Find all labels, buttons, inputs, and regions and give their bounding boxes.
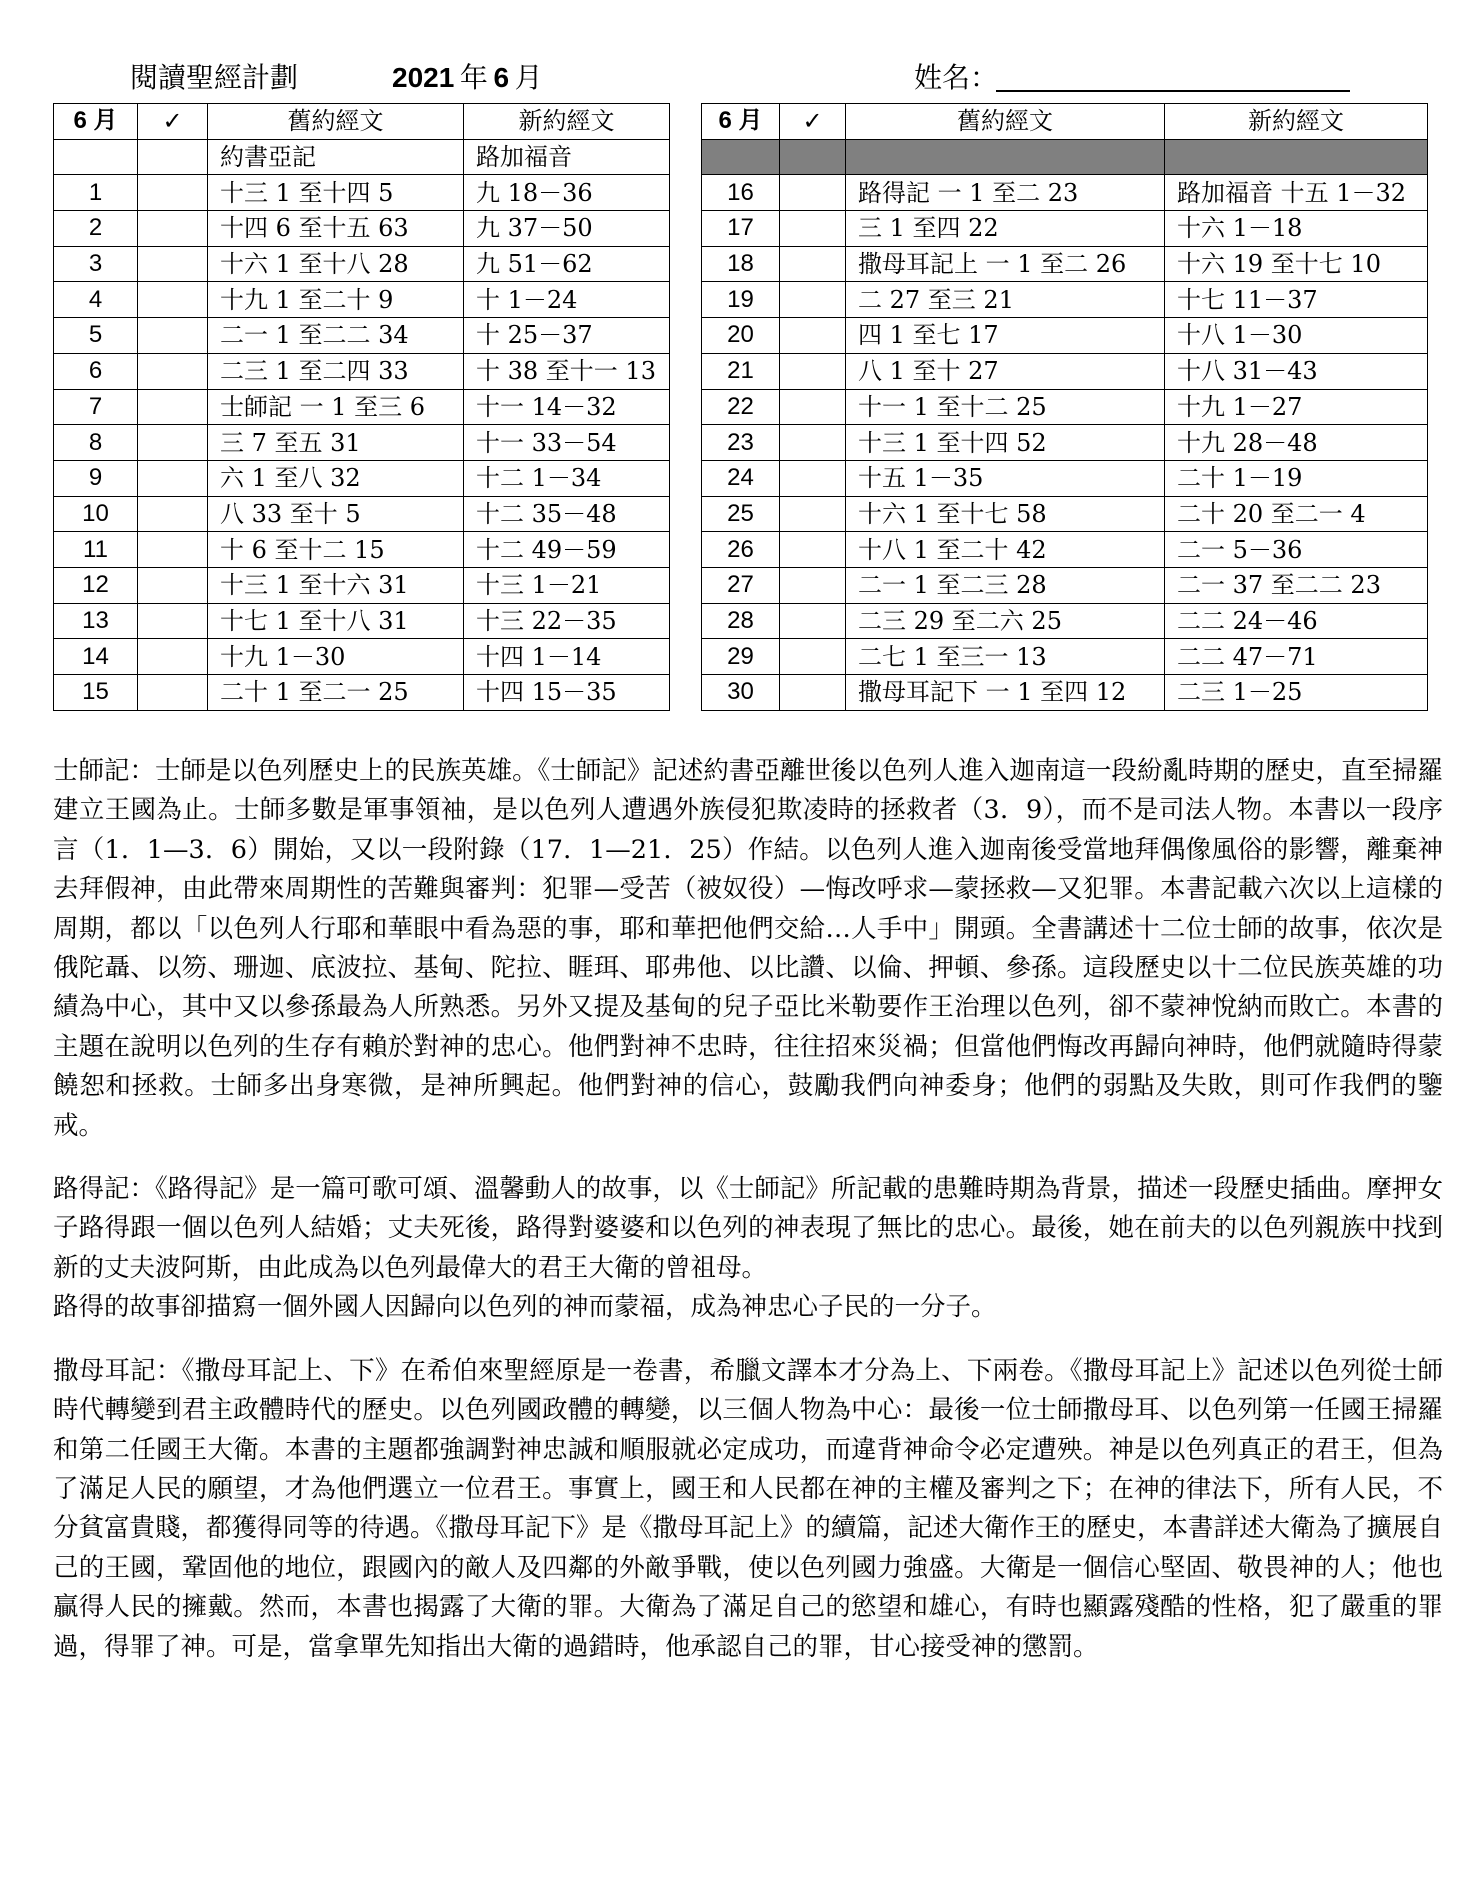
old-testament-cell: 士師記 一 1 至三 6 (208, 389, 464, 425)
book-notes (53, 752, 1443, 1691)
plan-date (392, 56, 543, 96)
new-testament-cell: 二三 1－25 (1165, 675, 1428, 711)
empty-shaded-cell (702, 139, 780, 175)
note-ruth-extra: 路得的故事卻描寫一個外國人因歸向以色列的神而蒙福，成為神忠心子民的一分子。 (53, 1292, 997, 1323)
check-box[interactable] (138, 353, 208, 389)
new-testament-cell: 九 51－62 (464, 246, 670, 282)
check-box[interactable] (138, 460, 208, 496)
new-testament-cell: 十九 28－48 (1165, 425, 1428, 461)
old-testament-cell: 路得記 一 1 至二 23 (846, 175, 1165, 211)
old-testament-cell: 二三 1 至二四 33 (208, 353, 464, 389)
header-check-left: ✓ (138, 104, 208, 140)
table-row (54, 532, 1428, 568)
column-gap (670, 567, 702, 603)
header-check-right: ✓ (780, 104, 846, 140)
new-testament-cell: 十六 1－18 (1165, 211, 1428, 247)
old-testament-cell: 三 1 至四 22 (846, 211, 1165, 247)
column-gap (670, 425, 702, 461)
new-testament-cell: 二一 5－36 (1165, 532, 1428, 568)
check-box[interactable] (780, 675, 846, 711)
old-testament-cell: 六 1 至八 32 (208, 460, 464, 496)
column-gap (670, 389, 702, 425)
column-gap (670, 460, 702, 496)
table-row (54, 603, 1428, 639)
table-row (54, 567, 1428, 603)
new-testament-cell: 十二 49－59 (464, 532, 670, 568)
name-field-line[interactable] (996, 90, 1350, 92)
column-gap (670, 639, 702, 675)
day-cell: 18 (702, 246, 780, 282)
column-gap (670, 246, 702, 282)
old-testament-cell: 十九 1－30 (208, 639, 464, 675)
old-testament-cell: 十四 6 至十五 63 (208, 211, 464, 247)
plan-year: 2021 (392, 62, 455, 93)
check-box[interactable] (138, 318, 208, 354)
old-testament-cell: 四 1 至七 17 (846, 318, 1165, 354)
day-cell: 7 (54, 389, 138, 425)
plan-month: 6 (493, 62, 510, 93)
old-testament-cell: 十三 1 至十四 52 (846, 425, 1165, 461)
check-box[interactable] (138, 532, 208, 568)
check-box[interactable] (138, 246, 208, 282)
new-testament-cell: 十六 19 至十七 10 (1165, 246, 1428, 282)
new-testament-cell: 十 25－37 (464, 318, 670, 354)
note-ruth (53, 1170, 1443, 1328)
old-testament-cell: 撒母耳記上 一 1 至二 26 (846, 246, 1165, 282)
day-cell: 10 (54, 496, 138, 532)
check-box[interactable] (780, 639, 846, 675)
table-row (54, 460, 1428, 496)
note-ruth-main: 路得記：《路得記》是一篇可歌可頌、溫馨動人的故事，以《士師記》所記載的患難時期為背景，描述一段歷史插曲。摩押女子路得跟一個以色列人結婚；丈夫死後，路得對婆婆和以色列的神表現了無比的忠心。最後，她在前夫的以色列親族中找到新的丈夫波阿斯，由此成為以色列最偉大的君王大衛的曾祖母。 (53, 1174, 1443, 1283)
day-cell: 2 (54, 211, 138, 247)
column-gap (670, 104, 702, 140)
table-row (54, 353, 1428, 389)
check-box[interactable] (138, 389, 208, 425)
old-testament-cell: 二一 1 至二三 28 (846, 567, 1165, 603)
day-cell: 3 (54, 246, 138, 282)
day-cell: 28 (702, 603, 780, 639)
day-cell: 30 (702, 675, 780, 711)
old-testament-cell: 十 6 至十二 15 (208, 532, 464, 568)
check-box[interactable] (780, 425, 846, 461)
day-cell: 29 (702, 639, 780, 675)
old-testament-cell: 十三 1 至十六 31 (208, 567, 464, 603)
header-ot-left: 舊約經文 (208, 104, 464, 140)
check-box[interactable] (138, 675, 208, 711)
table-row (54, 389, 1428, 425)
check-box[interactable] (780, 460, 846, 496)
header-ot-right: 舊約經文 (846, 104, 1165, 140)
new-testament-cell: 十 38 至十一 13 (464, 353, 670, 389)
day-cell: 15 (54, 675, 138, 711)
new-testament-cell: 路加福音 (464, 139, 670, 175)
table-header-row (54, 104, 1428, 140)
check-box[interactable] (138, 496, 208, 532)
check-box[interactable] (138, 603, 208, 639)
day-cell: 19 (702, 282, 780, 318)
check-box[interactable] (780, 353, 846, 389)
table-row (54, 282, 1428, 318)
new-testament-cell: 二十 20 至二一 4 (1165, 496, 1428, 532)
day-cell: 9 (54, 460, 138, 496)
new-testament-cell: 十七 11－37 (1165, 282, 1428, 318)
page-header (130, 56, 1360, 102)
plan-month-suffix: 月 (514, 61, 543, 94)
day-cell: 24 (702, 460, 780, 496)
new-testament-cell: 十四 15－35 (464, 675, 670, 711)
new-testament-cell: 九 18－36 (464, 175, 670, 211)
day-cell: 1 (54, 175, 138, 211)
check-box[interactable] (138, 639, 208, 675)
new-testament-cell: 十九 1－27 (1165, 389, 1428, 425)
check-box[interactable] (138, 567, 208, 603)
old-testament-cell: 十一 1 至十二 25 (846, 389, 1165, 425)
old-testament-cell: 十三 1 至十四 5 (208, 175, 464, 211)
header-nt-right: 新約經文 (1165, 104, 1428, 140)
table-row (54, 639, 1428, 675)
day-cell: 21 (702, 353, 780, 389)
check-box[interactable] (780, 496, 846, 532)
plan-year-suffix: 年 (459, 61, 488, 94)
new-testament-cell: 十四 1－14 (464, 639, 670, 675)
old-testament-cell: 十八 1 至二十 42 (846, 532, 1165, 568)
old-testament-cell: 二七 1 至三一 13 (846, 639, 1165, 675)
column-gap (670, 318, 702, 354)
empty-shaded-cell (1165, 139, 1428, 175)
day-cell: 26 (702, 532, 780, 568)
day-cell: 5 (54, 318, 138, 354)
column-gap (670, 282, 702, 318)
column-gap (670, 211, 702, 247)
header-day-left: 6 月 (54, 104, 138, 140)
check-box[interactable] (780, 567, 846, 603)
new-testament-cell: 九 37－50 (464, 211, 670, 247)
check-box[interactable] (138, 211, 208, 247)
old-testament-cell: 三 7 至五 31 (208, 425, 464, 461)
check-box[interactable] (780, 282, 846, 318)
empty-shaded-cell (780, 139, 846, 175)
day-cell: 17 (702, 211, 780, 247)
day-cell: 12 (54, 567, 138, 603)
day-cell: 6 (54, 353, 138, 389)
new-testament-cell: 二二 24－46 (1165, 603, 1428, 639)
note-judges: 士師記：士師是以色列歷史上的民族英雄。《士師記》記述約書亞離世後以色列人進入迦南這一段紛亂時期的歷史，直至掃羅建立王國為止。士師多數是軍事領袖，是以色列人遭遇外族侵犯欺凌時的拯救者（3．9），而不是司法人物。本書以一段序言（1．1—3．6）開始，又以一段附錄（17．1—21．25）作結。以色列人進入迦南後受當地拜偶像風俗的影響，離棄神去拜假神，由此帶來周期性的苦難與審判：犯罪—受苦（被奴役）—悔改呼求—蒙拯救—又犯罪。本書記載六次以上這樣的周期，都以「以色列人行耶和華眼中看為惡的事，耶和華把他們交給…人手中」開頭。全書講述十二位士師的故事，依次是俄陀聶、以笏、珊迦、底波拉、基甸、陀拉、睚珥、耶弗他、以比讚、以倫、押頓、參孫。這段歷史以十二位民族英雄的功績為中心，其中又以參孫最為人所熟悉。另外又提及基甸的兒子亞比米勒要作王治理以色列，卻不蒙神悅納而敗亡。本書的主題在說明以色列的生存有賴於對神的忠心。他們對神不忠時，往往招來災禍；但當他們悔改再歸向神時，他們就隨時得蒙饒恕和拯救。士師多出身寒微，是神所興起。他們對神的信心，鼓勵我們向神委身；他們的弱點及失敗，則可作我們的鑒戒。 (53, 756, 1443, 1141)
table-row (54, 425, 1428, 461)
day-cell: 11 (54, 532, 138, 568)
check-box[interactable] (138, 282, 208, 318)
new-testament-cell: 十一 14－32 (464, 389, 670, 425)
header-nt-left: 新約經文 (464, 104, 670, 140)
old-testament-cell: 十六 1 至十七 58 (846, 496, 1165, 532)
new-testament-cell: 十八 31－43 (1165, 353, 1428, 389)
day-cell: 22 (702, 389, 780, 425)
day-cell: 14 (54, 639, 138, 675)
check-box[interactable] (780, 175, 846, 211)
old-testament-cell: 十七 1 至十八 31 (208, 603, 464, 639)
new-testament-cell: 十三 1－21 (464, 567, 670, 603)
table-row (54, 175, 1428, 211)
table-row (54, 139, 1428, 175)
new-testament-cell: 十三 22－35 (464, 603, 670, 639)
check-box[interactable] (780, 211, 846, 247)
old-testament-cell: 撒母耳記下 一 1 至四 12 (846, 675, 1165, 711)
old-testament-cell: 十九 1 至二十 9 (208, 282, 464, 318)
old-testament-cell: 二 27 至三 21 (846, 282, 1165, 318)
old-testament-cell: 二一 1 至二二 34 (208, 318, 464, 354)
new-testament-cell: 十一 33－54 (464, 425, 670, 461)
day-cell: 25 (702, 496, 780, 532)
reading-plan-body (54, 104, 1428, 711)
old-testament-cell: 二三 29 至二六 25 (846, 603, 1165, 639)
table-row (54, 246, 1428, 282)
empty-shaded-cell (846, 139, 1165, 175)
check-box[interactable] (138, 175, 208, 211)
new-testament-cell: 二一 37 至二二 23 (1165, 567, 1428, 603)
old-testament-cell: 十六 1 至十八 28 (208, 246, 464, 282)
day-cell: 20 (702, 318, 780, 354)
check-box[interactable] (780, 246, 846, 282)
old-testament-cell: 約書亞記 (208, 139, 464, 175)
column-gap (670, 675, 702, 711)
new-testament-cell: 二二 47－71 (1165, 639, 1428, 675)
new-testament-cell: 二十 1－19 (1165, 460, 1428, 496)
plan-title: 閱讀聖經計劃 (130, 61, 299, 94)
reading-plan-table (53, 103, 1428, 711)
day-cell: 13 (54, 603, 138, 639)
old-testament-cell: 八 33 至十 5 (208, 496, 464, 532)
header-day-right: 6 月 (702, 104, 780, 140)
column-gap (670, 139, 702, 175)
day-cell: 27 (702, 567, 780, 603)
new-testament-cell: 十 1－24 (464, 282, 670, 318)
check-box[interactable] (780, 603, 846, 639)
table-row (54, 318, 1428, 354)
old-testament-cell: 十五 1－35 (846, 460, 1165, 496)
note-samuel: 撒母耳記：《撒母耳記上、下》在希伯來聖經原是一卷書，希臘文譯本才分為上、下兩卷。《撒母耳記上》記述以色列從士師時代轉變到君主政體時代的歷史。以色列國政體的轉變，以三個人物為中心：最後一位士師撒母耳、以色列第一任國王掃羅和第二任國王大衛。本書的主題都強調對神忠誠和順服就必定成功，而違背神命令必定遭殃。神是以色列真正的君王，但為了滿足人民的願望，才為他們選立一位君王。事實上，國王和人民都在神的主權及審判之下；在神的律法下，所有人民，不分貧富貴賤，都獲得同等的待遇。《撒母耳記下》是《撒母耳記上》的續篇，記述大衛作王的歷史，本書詳述大衛為了擴展自己的王國，鞏固他的地位，跟國內的敵人及四鄰的外敵爭戰，使以色列國力強盛。大衛是一個信心堅固、敬畏神的人；他也贏得人民的擁戴。然而，本書也揭露了大衛的罪。大衛為了滿足自己的慾望和雄心，有時也顯露殘酷的性格，犯了嚴重的罪過，得罪了神。可是，當拿單先知指出大衛的過錯時，他承認自己的罪，甘心接受神的懲罰。 (53, 1355, 1443, 1662)
column-gap (670, 175, 702, 211)
new-testament-cell: 十八 1－30 (1165, 318, 1428, 354)
table-row (54, 211, 1428, 247)
column-gap (670, 603, 702, 639)
column-gap (670, 353, 702, 389)
new-testament-cell: 路加福音 十五 1－32 (1165, 175, 1428, 211)
day-cell: 4 (54, 282, 138, 318)
name-label: 姓名： (914, 61, 999, 94)
check-box[interactable] (138, 425, 208, 461)
check-box[interactable] (138, 139, 208, 175)
column-gap (670, 496, 702, 532)
check-box[interactable] (780, 532, 846, 568)
day-cell: 23 (702, 425, 780, 461)
table-row (54, 675, 1428, 711)
new-testament-cell: 十二 35－48 (464, 496, 670, 532)
day-cell: 16 (702, 175, 780, 211)
check-box[interactable] (780, 389, 846, 425)
new-testament-cell: 十二 1－34 (464, 460, 670, 496)
table-row (54, 496, 1428, 532)
check-box[interactable] (780, 318, 846, 354)
day-cell (54, 139, 138, 175)
old-testament-cell: 二十 1 至二一 25 (208, 675, 464, 711)
column-gap (670, 532, 702, 568)
day-cell: 8 (54, 425, 138, 461)
old-testament-cell: 八 1 至十 27 (846, 353, 1165, 389)
